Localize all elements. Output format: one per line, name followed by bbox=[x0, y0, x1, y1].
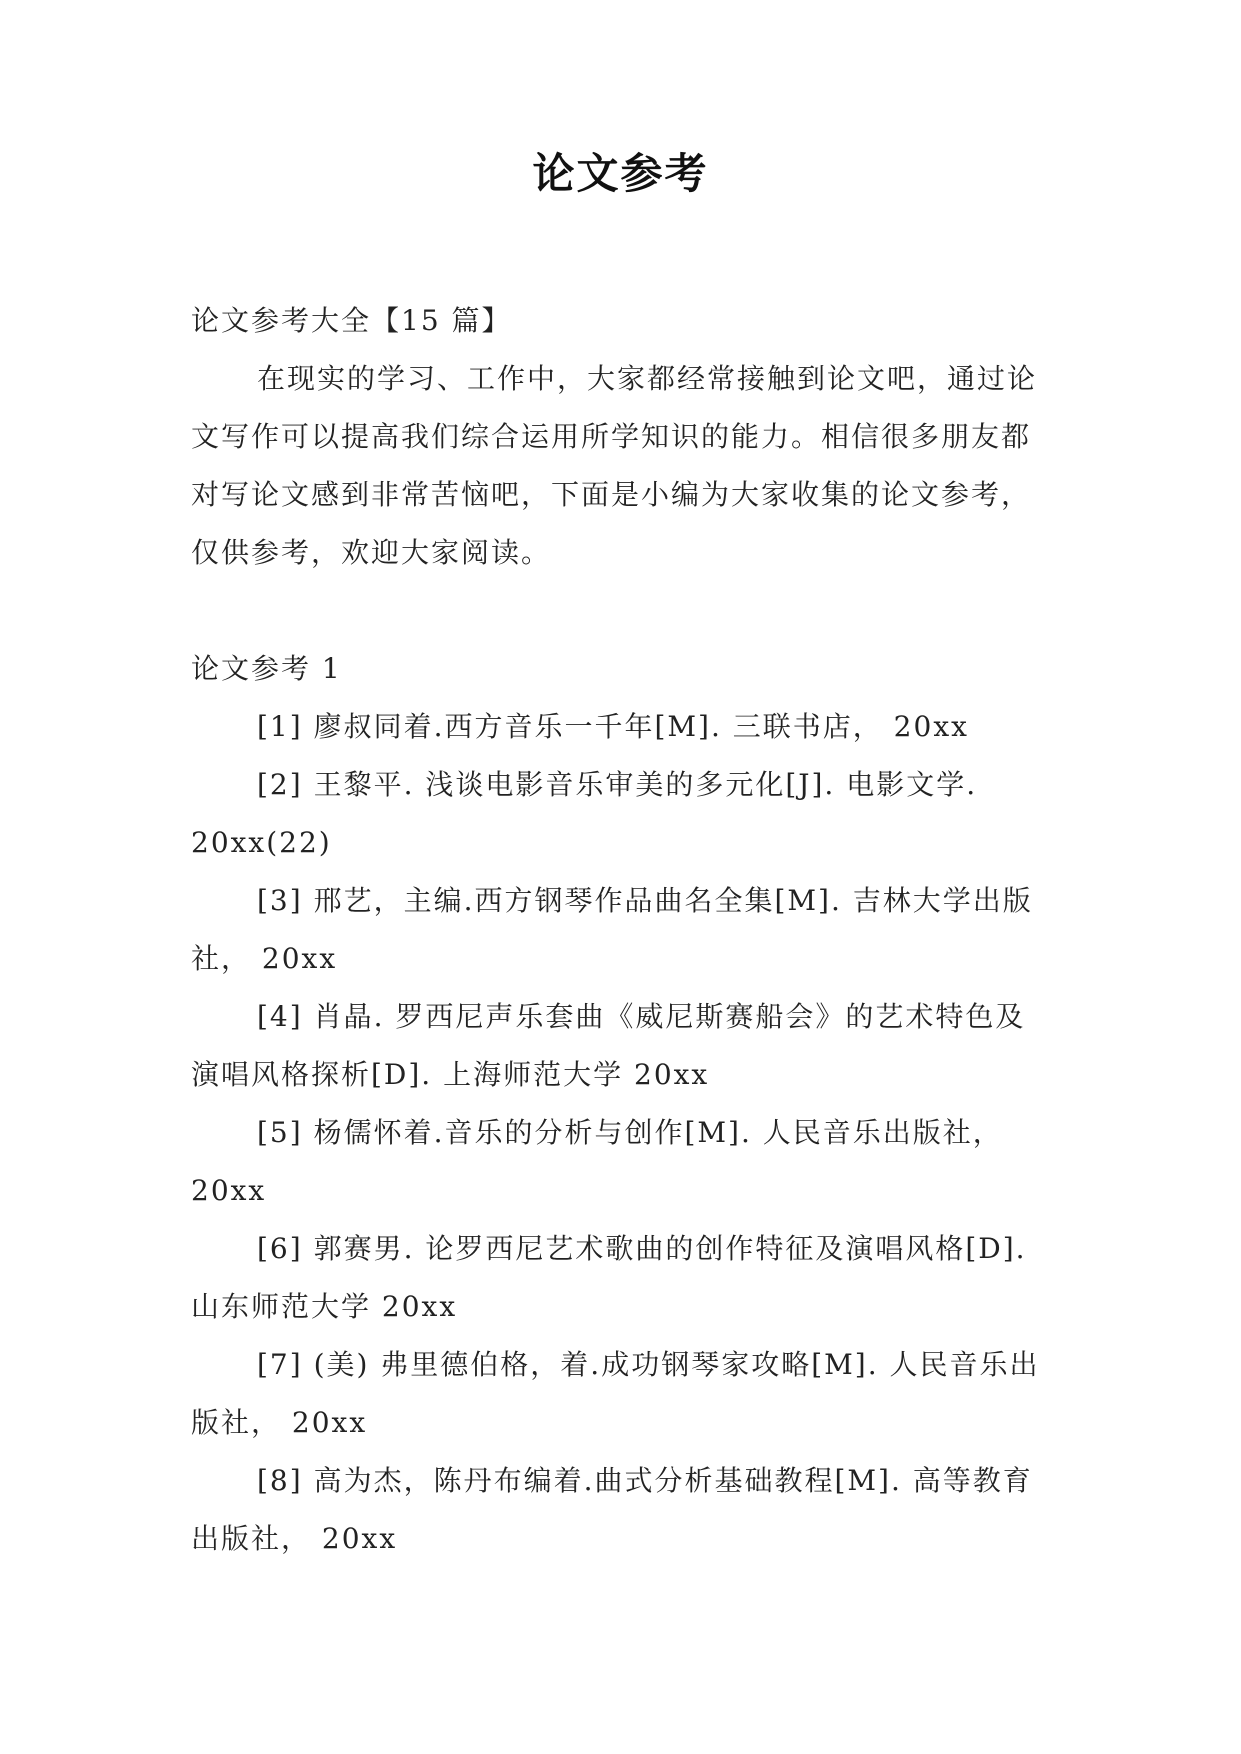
intro-paragraph: 在现实的学习、工作中，大家都经常接触到论文吧，通过论文写作可以提高我们综合运用所学知识的能力。相信很多朋友都对写论文感到非常苦恼吧，下面是小编为大家收集的论文参考，仅供参考，欢迎大家阅读。 bbox=[191, 362, 1038, 569]
paragraph-spacer bbox=[191, 582, 1051, 640]
document-body bbox=[191, 292, 1051, 1568]
reference-item: [8] 高为杰，陈丹布编着.曲式分析基础教程[M]. 高等教育出版社， 20xx bbox=[191, 1464, 1033, 1555]
page-title: 论文参考 bbox=[532, 149, 709, 198]
section-heading: 论文参考 1 bbox=[191, 652, 342, 685]
reference-item: [7] (美) 弗里德伯格，着.成功钢琴家攻略[M]. 人民音乐出版社， 20xx bbox=[191, 1348, 1040, 1439]
reference-item: [3] 邢艺，主编.西方钢琴作品曲名全集[M]. 吉林大学出版社， 20xx bbox=[191, 884, 1033, 975]
reference-item: [2] 王黎平. 浅谈电影音乐审美的多元化[J]. 电影文学. 20xx(22) bbox=[191, 768, 978, 859]
reference-item: [1] 廖叔同着.西方音乐一千年[M]. 三联书店， 20xx bbox=[257, 710, 969, 743]
document-subtitle: 论文参考大全【15 篇】 bbox=[191, 304, 512, 337]
reference-item: [5] 杨儒怀着.音乐的分析与创作[M]. 人民音乐出版社，20xx bbox=[191, 1116, 1003, 1207]
reference-item: [6] 郭赛男. 论罗西尼艺术歌曲的创作特征及演唱风格[D]. 山东师范大学 20xx bbox=[191, 1232, 1027, 1323]
reference-item: [4] 肖晶. 罗西尼声乐套曲《威尼斯赛船会》的艺术特色及演唱风格探析[D]. 上海师范大学 20xx bbox=[191, 1000, 1026, 1091]
